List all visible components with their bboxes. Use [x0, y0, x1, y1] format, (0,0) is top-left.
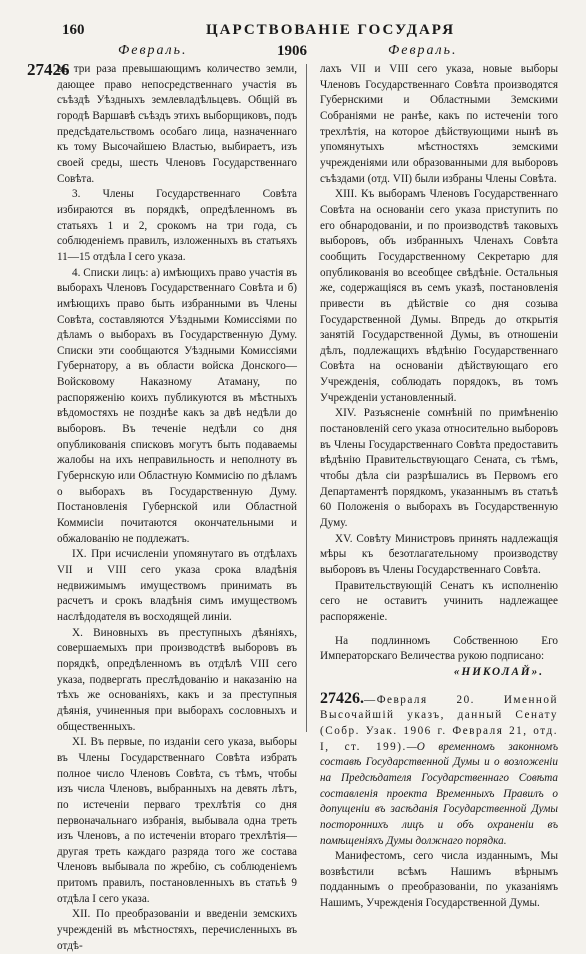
paragraph: XIII. Къ выборамъ Членовъ Государственнаго Совѣта на основаніи сего указа приступить по его обнародованіи, и по производствѣ таковыхъ выборовъ, объ избранныхъ Членахъ Совѣта сообщить Государственному Секретарю для опубликованія во всеобщее свѣдѣніе. Остальныя же, содержащіяся въ семъ указѣ, постановленія привести въ дѣйствіе со дня созыва Государственной Думы. Впредь до открытія занятій Государственной Думы, въ отношеніи дѣлъ, подлежащихъ вѣдѣнію Государственнаго Совѣта на основаніи дѣйствующаго его Учрежденія, соблюдать порядокъ, въ томъ Учрежденіи установленный.: [320, 188, 558, 404]
year: 1906: [277, 43, 307, 59]
paragraph: Манифестомъ, сего числа изданнымъ, Мы возвѣстили всѣмъ Нашимъ вѣрнымъ подданнымъ о преобразованіи, по указаніямъ Нашимъ, Учрежденія Государственной Думы.: [320, 850, 558, 910]
month-left: Февраль.: [118, 43, 188, 58]
paragraph: XV. Совѣту Министровъ принять надлежащія мѣры къ безотлагательному производству выборовъ въ Члены Государственнаго Совѣта.: [320, 532, 558, 576]
law-number: 27426.: [320, 689, 364, 707]
right-column: [320, 62, 558, 912]
running-title: ЦАРСТВОВАНІЕ ГОСУДАРЯ: [206, 22, 456, 38]
paragraph: 4. Списки лицъ: а) имѣющихъ право участія въ выборахъ Членовъ Государственнаго Совѣта и б) имѣющихъ право быть избранными въ Члены Совѣта, составляются Уѣздными Комиссіями по дѣламъ о выборахъ въ Государственную Думу. Списки эти сообщаются Уѣздными Комиссіями Губернатору, а въ области войска Донского—Войсковому Наказному Атаману, по распоряженію коихъ публикуются въ мѣстныхъ вѣдомостяхъ не позднѣе какъ за двѣ недѣли до выборовъ. Въ теченіе недѣли со дня опубликованія списковъ могутъ быть подаваемы жалобы на ихъ неправильность и неполноту въ Губернскую или Областную Коммисію по дѣламъ о выборахъ въ Государственную Думу. Постановленія Губернской или Областной Коммисіи почитаются окончательными и обжалованію не подлежатъ.: [57, 266, 297, 545]
signature: «НИКОЛАЙ».: [453, 665, 544, 678]
law-heading: [320, 691, 558, 850]
paragraph: IX. При исчисленіи упомянутаго въ отдѣлахъ VII и VIII сего указа срока владѣнія недвижимымъ имуществомъ принимать въ расчетъ и срокъ владѣнія симъ имуществомъ наслѣдодателя въ восходящей линіи.: [57, 548, 297, 623]
paragraph: X. Виновныхъ въ преступныхъ дѣяніяхъ, совершаемыхъ при производствѣ выборовъ въ порядкѣ, опредѣленномъ въ отдѣлѣ VIII сего указа, подвергать преслѣдованію и наказанію на тѣхъ же основаніяхъ, какъ и за преступныя дѣянія, учиненныя при выборахъ сословныхъ и общественныхъ.: [57, 626, 297, 733]
law-head: —Февраля 20. Именной Высочайшій указъ, данный Сенату (Собр. Узак. 1906 г. Февраля 21, отд. I, ст. 199).: [320, 693, 558, 753]
column-divider: [306, 64, 307, 732]
paragraph: XI. Въ первые, по изданіи сего указа, выборы въ Члены Государственнаго Совѣта избрать полное число Членовъ Совѣта, съ тѣмъ, чтобы изъ числа Членовъ, выбранныхъ на девять лѣтъ, по истеченіи перваго трехлѣтія со дня первоначальнаго избранія, выбывала одна треть изъ Членовъ, а по истеченіи втораго трехлѣтія—другая треть каждаго разряда того же состава Членовъ выбывала по жребію, съ соблюденіемъ притомъ правилъ, постановленныхъ въ статьѣ 9 отдѣла I сего указа.: [57, 736, 297, 905]
paragraph: XIV. Разъясненіе сомнѣній по примѣненію постановленій сего указа относительно выборовъ въ Члены Государственнаго Совѣта предоставить вѣдѣнію Правительствующаго Сената, съ тѣмъ, чтобы дѣла сіи разрѣшались въ Первомъ его Департаментѣ порядкомъ, указаннымъ въ статьѣ 60 Положенія о выборахъ въ Государственную Думу.: [320, 407, 558, 530]
signed-intro: На подлинномъ Собственною Его Императорскаго Величества рукою подписано:: [320, 634, 558, 663]
paragraph: въ три раза превышающимъ количество земли, дающее право непосредственнаго участія въ съѣздѣ Уѣздныхъ землевладѣльцевъ. Общій въ городѣ Варшавѣ съѣздъ этихъ выборщиковъ, подъ предсѣдательствомъ особаго лица, назначеннаго къ тому Высочайшею Властью, выбираетъ, изъ своей среды, шесть Членовъ Государственнаго Совѣта.: [57, 63, 297, 185]
paragraph: лахъ VII и VIII сего указа, новые выборы Членовъ Государственнаго Совѣта производятся Губернскими и Областными Земскими Собраніями не ранѣе, какъ по истеченіи того трехлѣтія, на которое дѣйствующими нынѣ въ упомянутыхъ мѣстностяхъ земскими учрежденіями или образованными для выборовъ съѣздами (отд. VII) были избраны Члены Совѣта.: [320, 63, 558, 185]
paragraph: Правительствующій Сенатъ къ исполненію сего не оставитъ учинить надлежащее распоряженіе.: [320, 579, 558, 623]
paragraph: 3. Члены Государственнаго Совѣта избираются въ порядкѣ, опредѣленномъ въ статьяхъ 1 и 2, срокомъ на три года, съ соблюденіемъ правилъ, изложенныхъ въ статьяхъ 11—15 отдѣла I сего указа.: [57, 188, 297, 263]
left-column: [57, 62, 297, 954]
month-right: Февраль.: [388, 43, 458, 58]
page-number: 160: [62, 22, 85, 38]
paragraph: XII. По преобразованіи и введеніи земскихъ учрежденій въ мѣстностяхъ, перечисленныхъ въ отдѣ-: [57, 908, 297, 952]
law-title: —О временномъ законномъ составѣ Государственной Думы и о возложеніи на Предсѣдателя Государственнаго Совѣта составленія проекта Временныхъ Правилъ о допущеніи въ засѣданія Государственной Думы постороннихъ лицъ и объ охраненіи въ помѣщеніяхъ Думы должнаго порядка.: [320, 740, 559, 847]
margin-law-number: 27426: [27, 60, 70, 79]
